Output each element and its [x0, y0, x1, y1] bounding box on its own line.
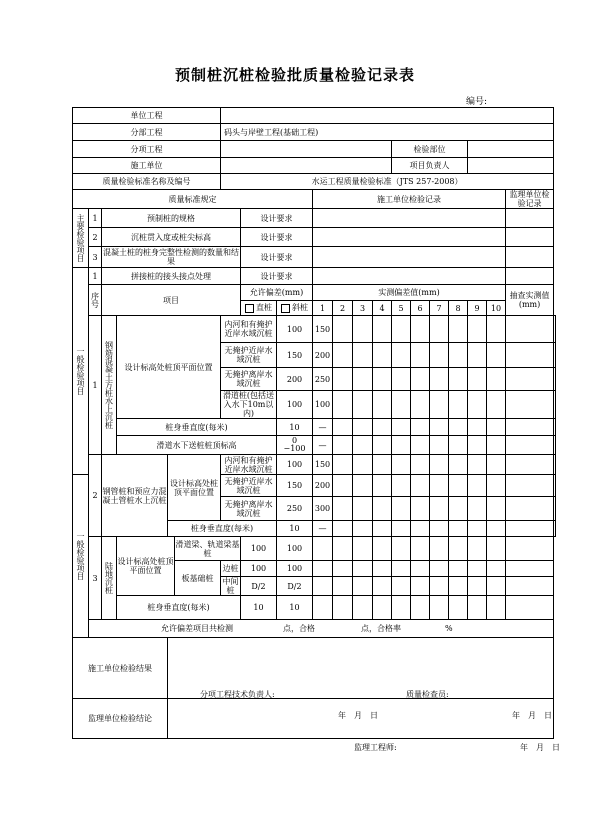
- construction-unit-value: [221, 158, 392, 174]
- g3-vert-inclined: 10: [277, 596, 313, 620]
- project-leader-label: 项目负责人: [392, 158, 468, 174]
- result-label: 施工单位检验结果: [73, 638, 168, 699]
- col-num: 3: [353, 301, 373, 316]
- straight-pile-option[interactable]: 直桩: [241, 301, 277, 316]
- g1-slide-straight: 0 −100: [277, 436, 313, 455]
- g3-no: 3: [89, 537, 102, 620]
- g1-inclined: 100: [313, 391, 333, 419]
- g1-inclined: 150: [313, 316, 333, 343]
- g1-straight: 100: [277, 391, 313, 419]
- g1-vert-inclined: —: [313, 419, 333, 436]
- general-section-label-2: 一般检验项目: [73, 475, 89, 638]
- col-num: 5: [392, 301, 411, 316]
- summary-row: 允许偏差项目共检测 点，合格 点，合格率 %: [89, 620, 554, 638]
- g3-mid-straight: D/2: [241, 577, 277, 596]
- checkbox-icon[interactable]: [281, 304, 290, 313]
- col-num: 2: [333, 301, 353, 316]
- g2-straight: 100: [277, 455, 313, 475]
- g3-mid-inclined: D/2: [277, 577, 313, 596]
- main-section-label: 主要检验项目: [73, 209, 89, 268]
- inspection-table: [72, 107, 560, 752]
- col-num: 8: [449, 301, 468, 316]
- g1-vert-name: 桩身垂直度(每米): [117, 419, 277, 436]
- quality-spec-header: 质量标准规定: [73, 190, 313, 209]
- page-title: 预制桩沉桩检验批质量检验记录表: [174, 66, 415, 84]
- main-item-name: 预制桩的规格: [102, 209, 241, 228]
- g2-vert-name: 桩身垂直度(每米): [168, 521, 277, 537]
- item-project-label: 分项工程: [73, 141, 221, 158]
- main-item-req: 设计要求: [241, 228, 313, 247]
- g1-slide-name: 滑道水下送桩桩顶标高: [117, 436, 277, 455]
- main-item-req: 设计要求: [241, 247, 313, 268]
- tolerance-header: 允许偏差(mm): [241, 285, 313, 301]
- g2-straight: 250: [277, 497, 313, 521]
- g2-row-name: 内河和有掩护近岸水域沉桩: [221, 455, 277, 475]
- g3-edge-inclined: 100: [277, 561, 313, 577]
- g3-sub: 设计标高处桩顶平面位置: [117, 537, 175, 596]
- g1-no: 1: [89, 316, 102, 455]
- col-num: 9: [468, 301, 487, 316]
- g2-no: 2: [89, 455, 102, 537]
- sub-project-label: 分部工程: [73, 124, 221, 141]
- col-num: 10: [487, 301, 506, 316]
- g1-row-name: 无掩护离岸水域沉桩: [221, 368, 277, 391]
- main-item-no: 2: [89, 228, 102, 247]
- g1-vert-straight: 10: [277, 419, 313, 436]
- g1-inclined: 200: [313, 343, 333, 368]
- sub-project-value: 码头与岸壁工程(基础工程): [221, 124, 554, 141]
- g1-straight: 100: [277, 316, 313, 343]
- seq-header: 序号: [89, 285, 102, 316]
- main-item-req: 设计要求: [241, 209, 313, 228]
- qc-label: 质量检查员:: [406, 690, 449, 699]
- g3-category: 陆地沉桩: [102, 537, 117, 620]
- g2-vert-inclined: —: [313, 521, 333, 537]
- g1-row-name: 滑道桩(包括送入水下10m以内): [221, 391, 277, 419]
- result-date: 年 月 日: [338, 711, 378, 720]
- code-label: 编号:: [466, 97, 488, 107]
- item-project-value: [221, 141, 392, 158]
- tech-leader-label: 分项工程技术负责人:: [200, 690, 275, 699]
- col-num: 7: [430, 301, 449, 316]
- main-item-no: 1: [89, 209, 102, 228]
- super-record-header: 监理单位检验记录: [506, 190, 554, 209]
- spot-check-header: 抽查实测值(mm): [506, 285, 554, 316]
- g3-vert-name: 桩身垂直度(每米): [117, 596, 241, 620]
- col-num: 4: [373, 301, 392, 316]
- measured-header: 实测偏差值(mm): [313, 285, 506, 301]
- standard-value: 水运工程质量检验标准（JTS 257-2008）: [221, 174, 554, 190]
- g1-row-name: 内河和有掩护近岸水域沉桩: [221, 316, 277, 343]
- g2-row-name: 无掩护近岸水域沉桩: [221, 475, 277, 497]
- item-header: 项目: [102, 285, 241, 316]
- g2-inclined: 300: [313, 497, 333, 521]
- col-num: 1: [313, 301, 333, 316]
- general-section-label: 一般检验项目: [73, 268, 89, 475]
- inspection-part-label: 检验部位: [392, 141, 468, 158]
- g2-straight: 150: [277, 475, 313, 497]
- engineer-label: 监理工程师:: [354, 742, 397, 752]
- g1-row-name: 无掩护近岸水域沉桩: [221, 343, 277, 368]
- unit-project-value: [221, 108, 554, 124]
- g3-rail-straight: 100: [241, 537, 277, 561]
- g2-sub: 设计标高处桩顶平面位置: [168, 455, 221, 521]
- unit-project-label: 单位工程: [73, 108, 221, 124]
- col-num: 6: [411, 301, 430, 316]
- checkbox-icon[interactable]: [245, 304, 254, 313]
- g2-row-name: 无掩护离岸水域沉桩: [221, 497, 277, 521]
- inclined-pile-option[interactable]: 斜桩: [277, 301, 313, 316]
- g1-inclined: 250: [313, 368, 333, 391]
- g2-inclined: 200: [313, 475, 333, 497]
- g3-slab-label: 板基础桩: [175, 561, 221, 596]
- main-item-no: 3: [89, 247, 102, 268]
- g3-rail-name: 滑道梁、轨道梁基桩: [175, 537, 241, 561]
- joint-req: 设计要求: [241, 268, 313, 285]
- construction-unit-label: 施工单位: [73, 158, 221, 174]
- g2-inclined: 150: [313, 455, 333, 475]
- result-date-2: 年 月 日: [512, 711, 552, 720]
- g2-category: 钢管桩和预应力混凝土管桩水上沉桩: [102, 455, 168, 537]
- standard-label: 质量检验标准名称及编号: [73, 174, 221, 190]
- g1-category: 钢筋混凝土方桩水上沉桩: [102, 316, 117, 455]
- conclusion-label: 监理单位检验结论: [73, 699, 168, 739]
- constr-record-header: 施工单位检验记录: [313, 190, 506, 209]
- g1-sub: 设计标高处桩顶平面位置: [117, 316, 221, 419]
- conclusion-date: 年 月 日: [520, 742, 560, 752]
- g1-straight: 200: [277, 368, 313, 391]
- result-signature: [168, 638, 554, 720]
- g3-vert-straight: 10: [241, 596, 277, 620]
- g3-edge-straight: 100: [241, 561, 277, 577]
- g1-straight: 150: [277, 343, 313, 368]
- main-item-name: 混凝土桩的桩身完整性检测的数量和结果: [103, 248, 239, 266]
- g3-rail-inclined: 100: [277, 537, 313, 561]
- joint-no: 1: [89, 268, 102, 285]
- inspection-part-value: [468, 141, 554, 158]
- g1-slide-inclined: —: [313, 436, 333, 455]
- g3-edge-name: 边桩: [221, 561, 241, 577]
- g3-mid-name: 中间桩: [222, 577, 239, 595]
- g2-vert-straight: 10: [277, 521, 313, 537]
- main-item-name: 沉桩贯入度或桩尖标高: [102, 228, 241, 247]
- joint-name: 拼接桩的接头接点处理: [102, 268, 241, 285]
- project-leader-value: [468, 158, 554, 174]
